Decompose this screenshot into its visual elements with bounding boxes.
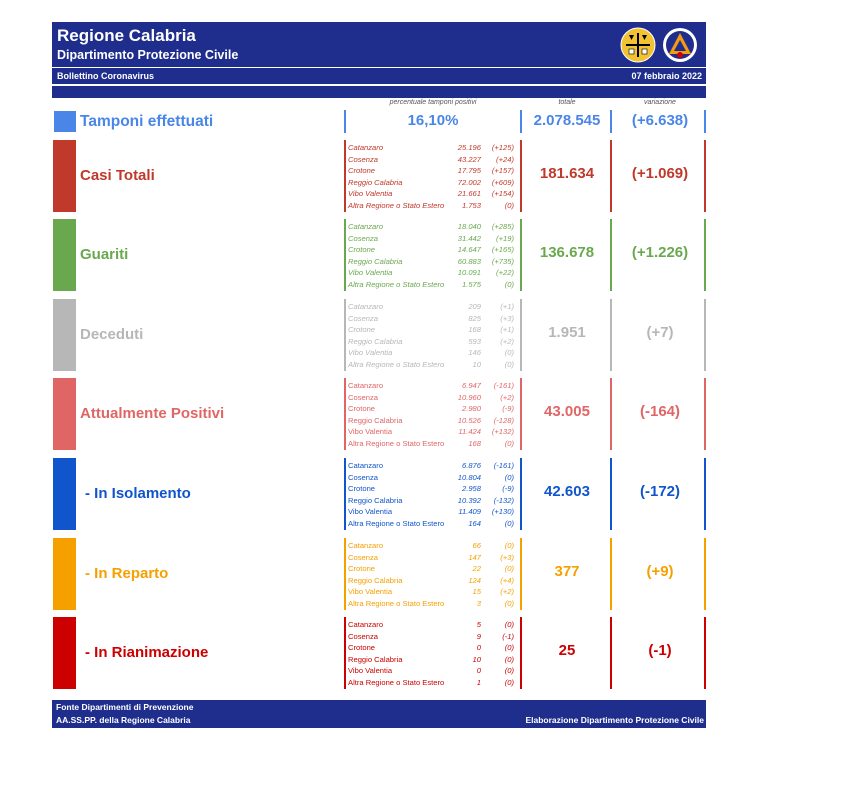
province-name: Crotone xyxy=(348,643,376,653)
province-name: Reggio Calabria xyxy=(348,495,403,505)
stat-label: - In Rianimazione xyxy=(85,644,209,661)
tamponi-divider xyxy=(704,110,706,133)
province-value: 1.575 xyxy=(461,279,481,289)
province-name: Reggio Calabria xyxy=(348,654,403,664)
province-name: Crotone xyxy=(348,166,376,176)
province-value: 164 xyxy=(468,518,481,528)
province-name: Altra Regione o Stato Estero xyxy=(348,598,445,608)
province-name: Reggio Calabria xyxy=(348,336,403,346)
stat-divider xyxy=(344,219,346,291)
province-value: 43.227 xyxy=(457,154,481,164)
stat-color-block xyxy=(53,140,76,212)
stat-label: - In Reparto xyxy=(85,565,169,582)
footer-credit: Elaborazione Dipartimento Protezione Civile xyxy=(525,715,704,725)
province-line xyxy=(348,221,518,233)
civil-protection-logo-icon xyxy=(662,27,698,63)
province-line xyxy=(348,631,518,643)
tamponi-divider xyxy=(610,110,612,133)
province-name: Catanzaro xyxy=(348,541,384,550)
province-line xyxy=(348,460,518,472)
province-line xyxy=(348,665,518,677)
stat-row xyxy=(0,299,842,371)
province-line xyxy=(348,233,518,245)
province-line xyxy=(348,575,518,587)
header-divider-bar xyxy=(52,86,706,98)
province-value: 146 xyxy=(468,348,481,358)
province-line xyxy=(348,256,518,268)
province-name: Reggio Calabria xyxy=(348,256,403,266)
province-value: 10.392 xyxy=(457,495,481,505)
province-value: 72.002 xyxy=(457,177,481,187)
province-name: Crotone xyxy=(348,325,376,335)
stat-divider xyxy=(520,140,522,212)
province-value: 10 xyxy=(472,359,481,369)
stat-row xyxy=(0,140,842,212)
province-name: Cosenza xyxy=(348,154,378,164)
stat-total: 43.005 xyxy=(544,403,590,420)
province-line xyxy=(348,598,518,610)
province-delta: (+285) xyxy=(491,222,514,231)
tamponi-label: Tamponi effettuati xyxy=(80,113,214,130)
province-name: Catanzaro xyxy=(348,222,384,231)
province-delta: (0) xyxy=(504,359,514,369)
province-delta: (+735) xyxy=(491,256,514,266)
province-line xyxy=(348,472,518,484)
province-value: 5 xyxy=(476,620,481,629)
province-delta: (-1) xyxy=(502,631,514,641)
province-delta: (0) xyxy=(504,643,514,653)
stat-divider xyxy=(344,617,346,689)
province-value: 593 xyxy=(468,336,481,346)
province-line xyxy=(348,677,518,689)
province-name: Crotone xyxy=(348,404,376,414)
province-name: Cosenza xyxy=(348,233,378,243)
region-crest-icon xyxy=(620,27,656,63)
province-value: 10.804 xyxy=(457,472,481,482)
stat-color-block xyxy=(53,617,76,689)
province-line xyxy=(348,540,518,552)
stat-divider xyxy=(610,378,612,450)
province-value: 60.883 xyxy=(457,256,481,266)
province-delta: (+1) xyxy=(500,302,514,311)
stat-label: Attualmente Positivi xyxy=(80,405,225,422)
province-line xyxy=(348,142,518,154)
province-list xyxy=(348,540,518,610)
province-delta: (+1) xyxy=(500,325,514,335)
col-header-variation: variazione xyxy=(644,99,676,106)
province-name: Altra Regione o Stato Estero xyxy=(348,279,445,289)
stat-variation: (+1.226) xyxy=(631,244,689,261)
stat-divider xyxy=(610,140,612,212)
stat-divider xyxy=(610,219,612,291)
stat-divider xyxy=(344,538,346,610)
tamponi-pct: 16,10% xyxy=(407,112,459,129)
province-list xyxy=(348,619,518,689)
province-list xyxy=(348,221,518,291)
stat-divider xyxy=(344,378,346,450)
province-line xyxy=(348,403,518,415)
province-value: 6.876 xyxy=(461,461,481,470)
province-value: 10.960 xyxy=(457,392,481,402)
province-line xyxy=(348,392,518,404)
bulletin-title: Bollettino Coronavirus xyxy=(57,71,155,81)
province-value: 2.958 xyxy=(461,484,481,494)
province-delta: (-128) xyxy=(493,415,514,425)
stat-divider xyxy=(520,617,522,689)
province-delta: (-161) xyxy=(493,381,514,390)
province-line xyxy=(348,380,518,392)
province-value: 0 xyxy=(476,643,481,653)
province-name: Crotone xyxy=(348,564,376,574)
stat-row xyxy=(0,378,842,450)
province-value: 209 xyxy=(468,302,481,311)
tamponi-total: 2.078.545 xyxy=(533,112,601,129)
province-line xyxy=(348,165,518,177)
bulletin-bar xyxy=(52,68,706,84)
province-name: Cosenza xyxy=(348,392,378,402)
province-list xyxy=(348,142,518,212)
province-value: 15 xyxy=(472,587,481,597)
province-delta: (+24) xyxy=(496,154,514,164)
stat-divider xyxy=(344,140,346,212)
province-name: Catanzaro xyxy=(348,302,384,311)
province-value: 1 xyxy=(476,677,481,687)
province-value: 3 xyxy=(476,598,481,608)
province-name: Crotone xyxy=(348,245,376,255)
page-title: Regione Calabria xyxy=(57,26,196,45)
province-name: Catanzaro xyxy=(348,461,384,470)
province-name: Vibo Valentia xyxy=(348,587,393,597)
header-banner xyxy=(52,22,706,67)
stat-variation: (-164) xyxy=(639,403,680,420)
stat-divider xyxy=(520,458,522,530)
province-value: 31.442 xyxy=(457,233,481,243)
province-value: 22 xyxy=(472,564,481,574)
stat-row xyxy=(0,219,842,291)
province-delta: (-132) xyxy=(493,495,514,505)
province-value: 825 xyxy=(468,313,481,323)
province-name: Reggio Calabria xyxy=(348,415,403,425)
tamponi-divider xyxy=(520,110,522,133)
stat-total: 1.951 xyxy=(548,324,586,341)
province-delta: (0) xyxy=(504,472,514,482)
province-delta: (0) xyxy=(504,654,514,664)
province-name: Vibo Valentia xyxy=(348,268,393,278)
province-line xyxy=(348,619,518,631)
province-line xyxy=(348,177,518,189)
province-name: Catanzaro xyxy=(348,381,384,390)
province-delta: (0) xyxy=(504,677,514,687)
tamponi-divider xyxy=(344,110,346,133)
province-name: Vibo Valentia xyxy=(348,348,393,358)
province-name: Vibo Valentia xyxy=(348,666,393,676)
province-delta: (+3) xyxy=(500,313,514,323)
province-line xyxy=(348,586,518,598)
province-line xyxy=(348,563,518,575)
province-name: Cosenza xyxy=(348,631,378,641)
province-delta: (0) xyxy=(504,564,514,574)
province-value: 11.409 xyxy=(458,507,481,517)
province-delta: (+132) xyxy=(491,427,514,437)
province-value: 9 xyxy=(476,631,481,641)
province-list xyxy=(348,460,518,530)
stat-label: Casi Totali xyxy=(80,167,155,184)
stat-divider xyxy=(520,538,522,610)
province-name: Vibo Valentia xyxy=(348,507,393,517)
col-header-total: totale xyxy=(558,99,576,106)
province-delta: (0) xyxy=(504,200,514,210)
province-value: 168 xyxy=(468,325,481,335)
province-list xyxy=(348,301,518,371)
province-delta: (-9) xyxy=(502,404,514,414)
stat-total: 181.634 xyxy=(539,165,595,182)
province-line xyxy=(348,244,518,256)
province-name: Reggio Calabria xyxy=(348,177,403,187)
province-delta: (+2) xyxy=(500,336,514,346)
province-line xyxy=(348,654,518,666)
tamponi-marker xyxy=(54,111,76,132)
province-line xyxy=(348,347,518,359)
province-line xyxy=(348,324,518,336)
province-delta: (+2) xyxy=(500,587,514,597)
province-value: 6.947 xyxy=(461,381,481,390)
province-delta: (+3) xyxy=(500,552,514,562)
province-name: Altra Regione o Stato Estero xyxy=(348,518,445,528)
province-name: Cosenza xyxy=(348,313,378,323)
province-delta: (+154) xyxy=(491,189,514,199)
province-delta: (+165) xyxy=(491,245,514,255)
province-line xyxy=(348,188,518,200)
province-delta: (+609) xyxy=(491,177,514,187)
province-line xyxy=(348,495,518,507)
bulletin-date: 07 febbraio 2022 xyxy=(631,71,702,81)
stat-divider xyxy=(610,458,612,530)
province-value: 25.196 xyxy=(457,143,481,152)
col-header-pct: percentuale tamponi positivi xyxy=(389,99,477,106)
province-delta: (0) xyxy=(504,279,514,289)
province-line xyxy=(348,154,518,166)
province-name: Catanzaro xyxy=(348,143,384,152)
province-delta: (+19) xyxy=(496,233,514,243)
province-value: 147 xyxy=(468,552,481,562)
province-line xyxy=(348,359,518,371)
footer-source-line1: Fonte Dipartimenti di Prevenzione xyxy=(56,702,194,712)
province-delta: (0) xyxy=(504,666,514,676)
province-line xyxy=(348,483,518,495)
province-value: 2.980 xyxy=(461,404,481,414)
province-line xyxy=(348,313,518,325)
stat-divider xyxy=(610,299,612,371)
province-name: Reggio Calabria xyxy=(348,575,403,585)
province-value: 21.661 xyxy=(457,189,481,199)
province-value: 11.424 xyxy=(458,427,481,437)
stat-variation: (-172) xyxy=(639,483,680,500)
province-delta: (+2) xyxy=(500,392,514,402)
province-name: Altra Regione o Stato Estero xyxy=(348,677,445,687)
province-line xyxy=(348,506,518,518)
footer-bar xyxy=(52,700,706,728)
province-delta: (0) xyxy=(504,620,514,629)
stat-row xyxy=(0,538,842,610)
province-line xyxy=(348,301,518,313)
province-value: 124 xyxy=(468,575,481,585)
province-delta: (0) xyxy=(504,348,514,358)
stat-total: 25 xyxy=(558,642,576,659)
province-name: Catanzaro xyxy=(348,620,384,629)
stat-variation: (+1.069) xyxy=(631,165,689,182)
stat-variation: (+9) xyxy=(646,563,674,580)
province-line xyxy=(348,438,518,450)
province-line xyxy=(348,279,518,291)
province-name: Altra Regione o Stato Estero xyxy=(348,438,445,448)
province-delta: (0) xyxy=(504,438,514,448)
province-line xyxy=(348,426,518,438)
province-name: Vibo Valentia xyxy=(348,189,393,199)
stat-divider xyxy=(520,378,522,450)
province-value: 1.753 xyxy=(461,200,481,210)
province-line xyxy=(348,642,518,654)
province-name: Crotone xyxy=(348,484,376,494)
province-value: 0 xyxy=(476,666,481,676)
tamponi-variation: (+6.638) xyxy=(631,112,689,129)
stat-color-block xyxy=(53,219,76,291)
province-delta: (+4) xyxy=(500,575,514,585)
stat-divider xyxy=(344,299,346,371)
stat-color-block xyxy=(53,458,76,530)
province-value: 10.526 xyxy=(457,415,481,425)
page-subtitle: Dipartimento Protezione Civile xyxy=(57,48,239,62)
stat-divider xyxy=(520,299,522,371)
province-line xyxy=(348,552,518,564)
stat-divider xyxy=(610,538,612,610)
province-value: 17.795 xyxy=(457,166,481,176)
stat-total: 42.603 xyxy=(544,483,590,500)
province-delta: (-161) xyxy=(493,461,514,470)
province-value: 18.040 xyxy=(457,222,481,231)
province-value: 66 xyxy=(472,541,481,550)
province-name: Cosenza xyxy=(348,472,378,482)
province-name: Altra Regione o Stato Estero xyxy=(348,200,445,210)
stat-color-block xyxy=(53,538,76,610)
stat-row xyxy=(0,617,842,689)
province-name: Altra Regione o Stato Estero xyxy=(348,359,445,369)
province-delta: (-9) xyxy=(502,484,514,494)
province-value: 10 xyxy=(472,654,481,664)
province-name: Cosenza xyxy=(348,552,378,562)
stat-divider xyxy=(520,219,522,291)
province-delta: (+125) xyxy=(491,143,514,152)
province-line xyxy=(348,200,518,212)
stat-variation: (+7) xyxy=(646,324,674,341)
stat-divider xyxy=(610,617,612,689)
province-line xyxy=(348,415,518,427)
stat-label: Guariti xyxy=(80,246,129,263)
stat-label: Deceduti xyxy=(80,326,144,343)
province-delta: (+130) xyxy=(491,507,514,517)
province-value: 168 xyxy=(468,438,481,448)
province-line xyxy=(348,518,518,530)
province-list xyxy=(348,380,518,450)
stat-variation: (-1) xyxy=(648,642,672,659)
province-delta: (+157) xyxy=(491,166,514,176)
province-value: 10.091 xyxy=(457,268,481,278)
province-line xyxy=(348,336,518,348)
province-value: 14.647 xyxy=(457,245,481,255)
stat-total: 377 xyxy=(554,563,580,580)
stat-color-block xyxy=(53,299,76,371)
province-line xyxy=(348,267,518,279)
stat-total: 136.678 xyxy=(539,244,595,261)
stat-divider xyxy=(344,458,346,530)
province-delta: (0) xyxy=(504,541,514,550)
province-name: Vibo Valentia xyxy=(348,427,393,437)
province-delta: (0) xyxy=(504,518,514,528)
footer-source-line2: AA.SS.PP. della Regione Calabria xyxy=(56,715,191,725)
stat-row xyxy=(0,458,842,530)
province-delta: (+22) xyxy=(496,268,514,278)
stat-color-block xyxy=(53,378,76,450)
province-delta: (0) xyxy=(504,598,514,608)
stat-label: - In Isolamento xyxy=(85,485,191,502)
